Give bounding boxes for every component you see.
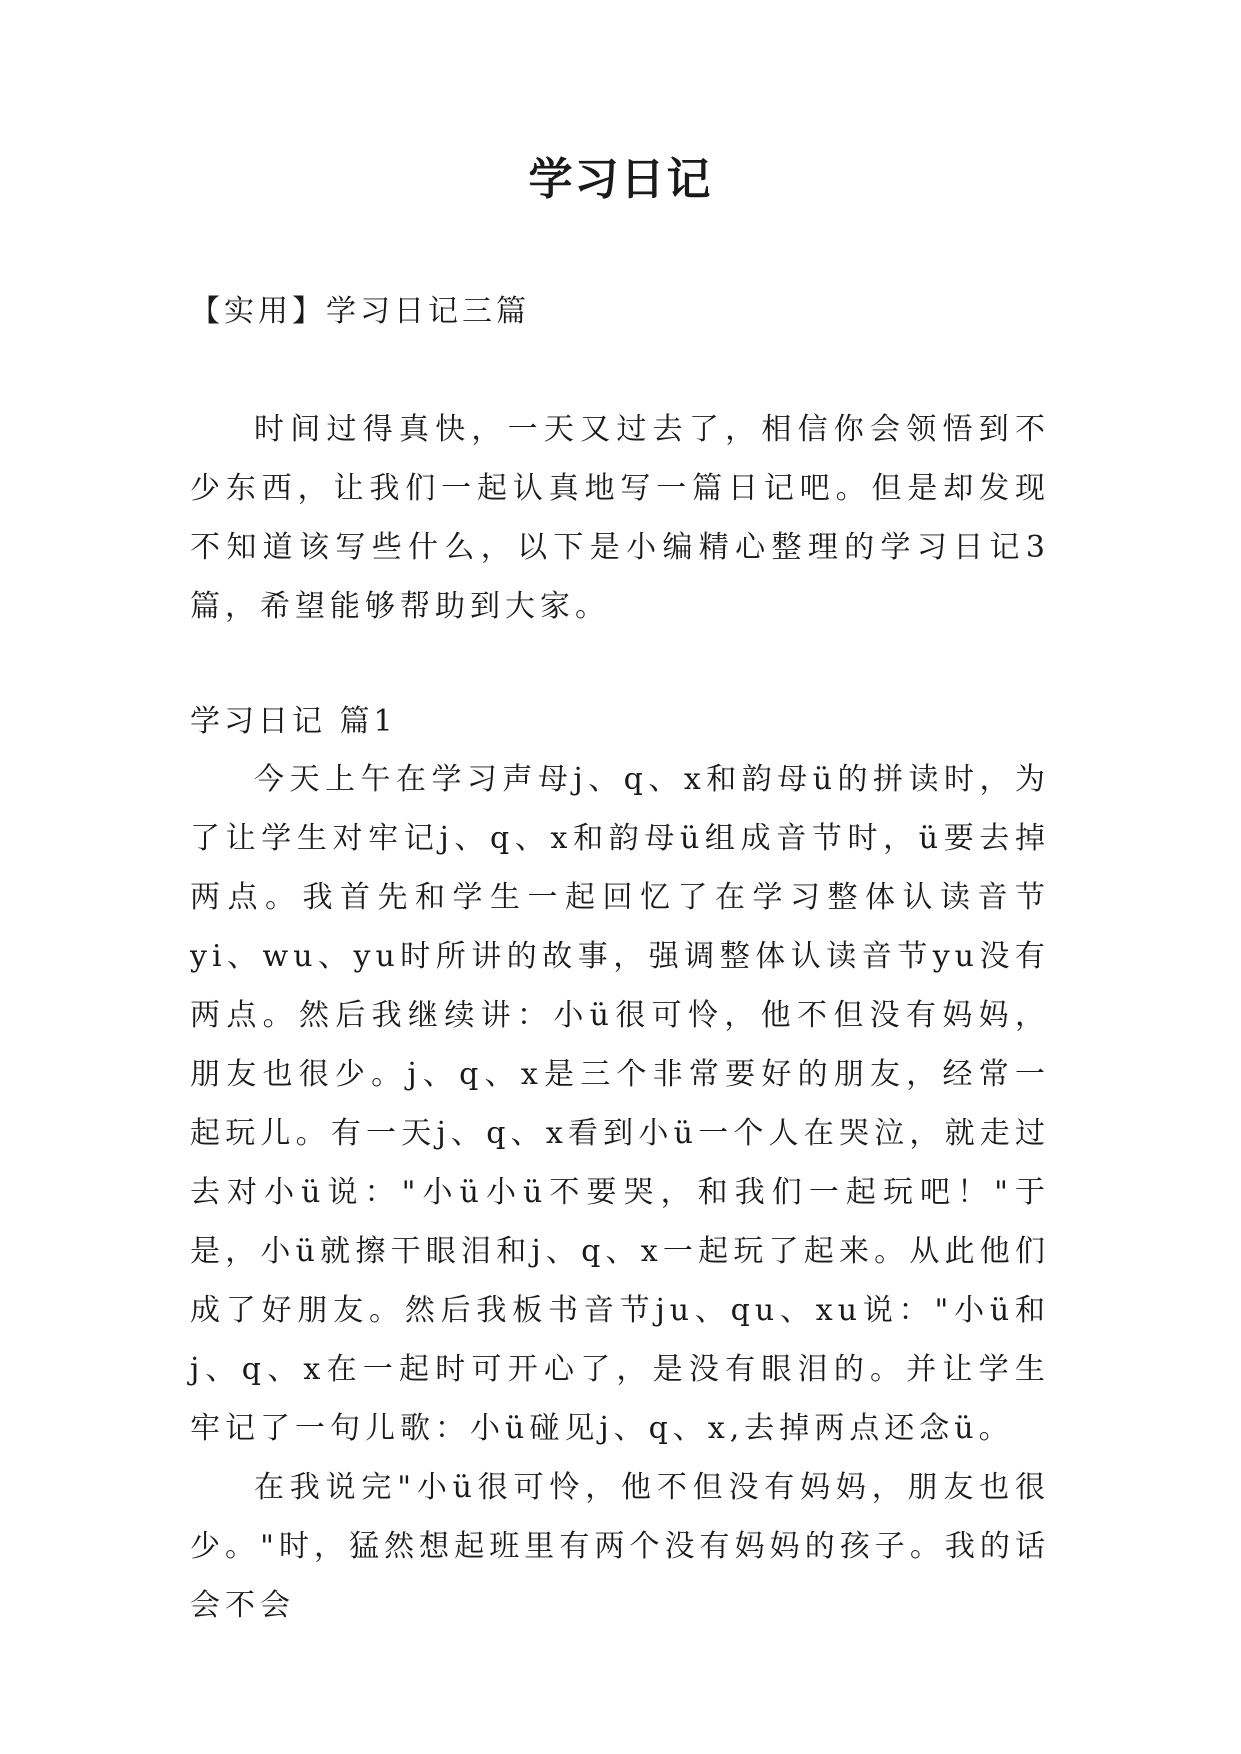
document-title: 学习日记 (528, 154, 713, 205)
document-subtitle: 【实用】学习日记三篇 (190, 294, 530, 329)
body-paragraph: 今天上午在学习声母j、q、x和韵母ü的拼读时，为了让学生对牢记j、q、x和韵母ü组成音节时，ü要去掉两点。我首先和学生一起回忆了在学习整体认读音节yi、wu、yu时所讲的故事，强调整体认读音节yu没有两点。然后我继续讲：小ü很可怜，他不但没有妈妈，朋友也很少。j、q、x是三个非常要好的朋友，经常一起玩儿。有一天j、q、x看到小ü一个人在哭泣，就走过去对小ü说："小ü小ü不要哭，和我们一起玩吧！"于是，小ü就擦干眼泪和j、q、x一起玩了起来。从此他们成了好朋友。然后我板书音节ju、qu、xu说："小ü和j、q、x在一起时可开心了，是没有眼泪的。并让学生牢记了一句儿歌：小ü碰见j、q、x,去掉两点还念ü。 (190, 762, 1050, 1446)
intro-paragraph: 时间过得真快，一天又过去了，相信你会领悟到不少东西，让我们一起认真地写一篇日记吧。但是却发现不知道该写些什么，以下是小编精心整理的学习日记3篇，希望能够帮助到大家。 (190, 412, 1050, 624)
body-paragraph: 在我说完"小ü很可怜，他不但没有妈妈，朋友也很少。"时，猛然想起班里有两个没有妈妈的孩子。我的话会不会 (190, 1470, 1050, 1623)
section-heading: 学习日记 篇1 (190, 704, 397, 739)
